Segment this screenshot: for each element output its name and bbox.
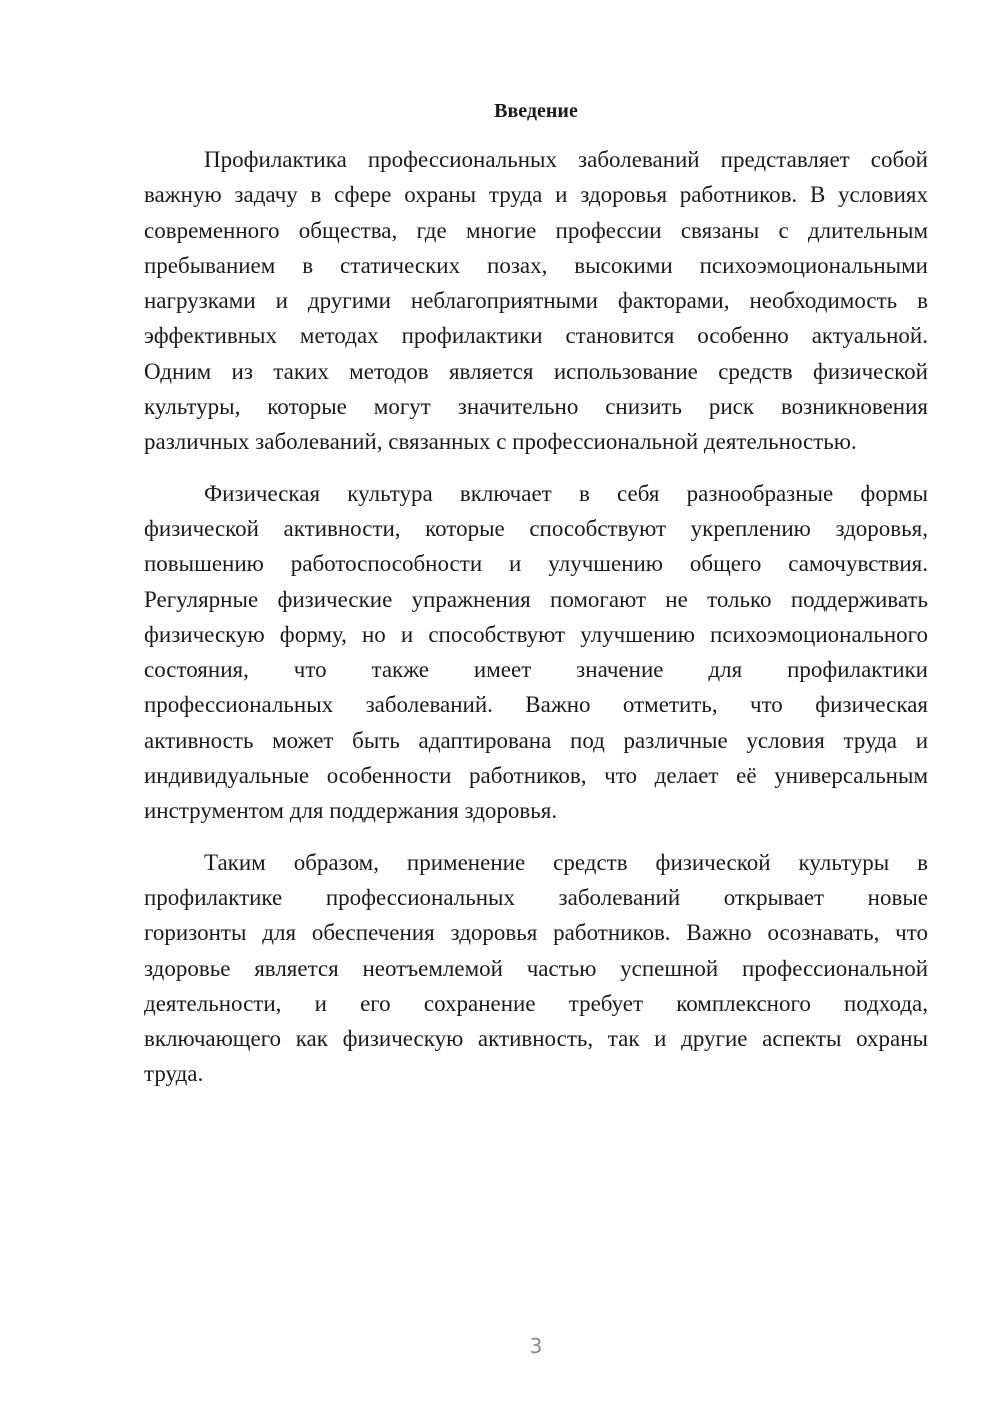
page-number: 3 — [529, 1334, 543, 1358]
text-line: профилактике профессиональных заболеваний открывает новые — [144, 884, 928, 910]
text-line: горизонты для обеспечения здоровья работников. Важно осознавать, что — [144, 920, 928, 946]
page-content — [144, 96, 928, 1108]
text-line: пребыванием в статических позах, высокими психоэмоциональными — [144, 252, 928, 278]
paragraph-1 — [144, 142, 928, 460]
text-line: культуры, которые могут значительно снизить риск возникновения — [144, 394, 928, 420]
text-line: физическую форму, но и способствуют улучшению психоэмоционального — [144, 621, 928, 647]
text-line: индивидуальные особенности работников, что делает её универсальным — [144, 763, 928, 789]
text-line: современного общества, где многие профессии связаны с длительным — [144, 217, 928, 243]
text-line: эффективных методах профилактики становится особенно актуальной. — [144, 323, 928, 349]
text-line: здоровье является неотъемлемой частью успешной профессиональной — [144, 955, 928, 981]
text-line: физической активности, которые способствуют укреплению здоровья, — [144, 515, 928, 541]
text-line: Регулярные физические упражнения помогают не только поддерживать — [144, 586, 928, 612]
paragraph-3 — [144, 845, 928, 1092]
text-line: Одним из таких методов является использование средств физической — [144, 358, 928, 384]
text-line: нагрузками и другими неблагоприятными факторами, необходимость в — [144, 288, 928, 314]
section-heading: Введение — [494, 100, 578, 122]
paragraph-2 — [144, 476, 928, 829]
text-line: инструментом для поддержания здоровья. — [144, 798, 558, 824]
text-line: Таким образом, применение средств физической культуры в — [204, 849, 928, 875]
text-line: повышению работоспособности и улучшению общего самочувствия. — [144, 551, 928, 577]
text-line: профессиональных заболеваний. Важно отметить, что физическая — [144, 692, 928, 718]
text-line: деятельности, и его сохранение требует комплексного подхода, — [144, 990, 928, 1016]
text-line: различных заболеваний, связанных с профессиональной деятельностью. — [144, 429, 857, 455]
text-line: Профилактика профессиональных заболеваний представляет собой — [204, 147, 928, 172]
text-line: важную задачу в сфере охраны труда и здоровья работников. В условиях — [144, 182, 928, 208]
text-line: активность может быть адаптирована под различные условия труда и — [144, 727, 928, 753]
text-line: состояния, что также имеет значение для профилактики — [144, 657, 928, 683]
text-line: включающего как физическую активность, так и другие аспекты охраны — [144, 1026, 928, 1052]
text-line: труда. — [144, 1061, 204, 1087]
text-line: Физическая культура включает в себя разнообразные формы — [204, 480, 928, 506]
